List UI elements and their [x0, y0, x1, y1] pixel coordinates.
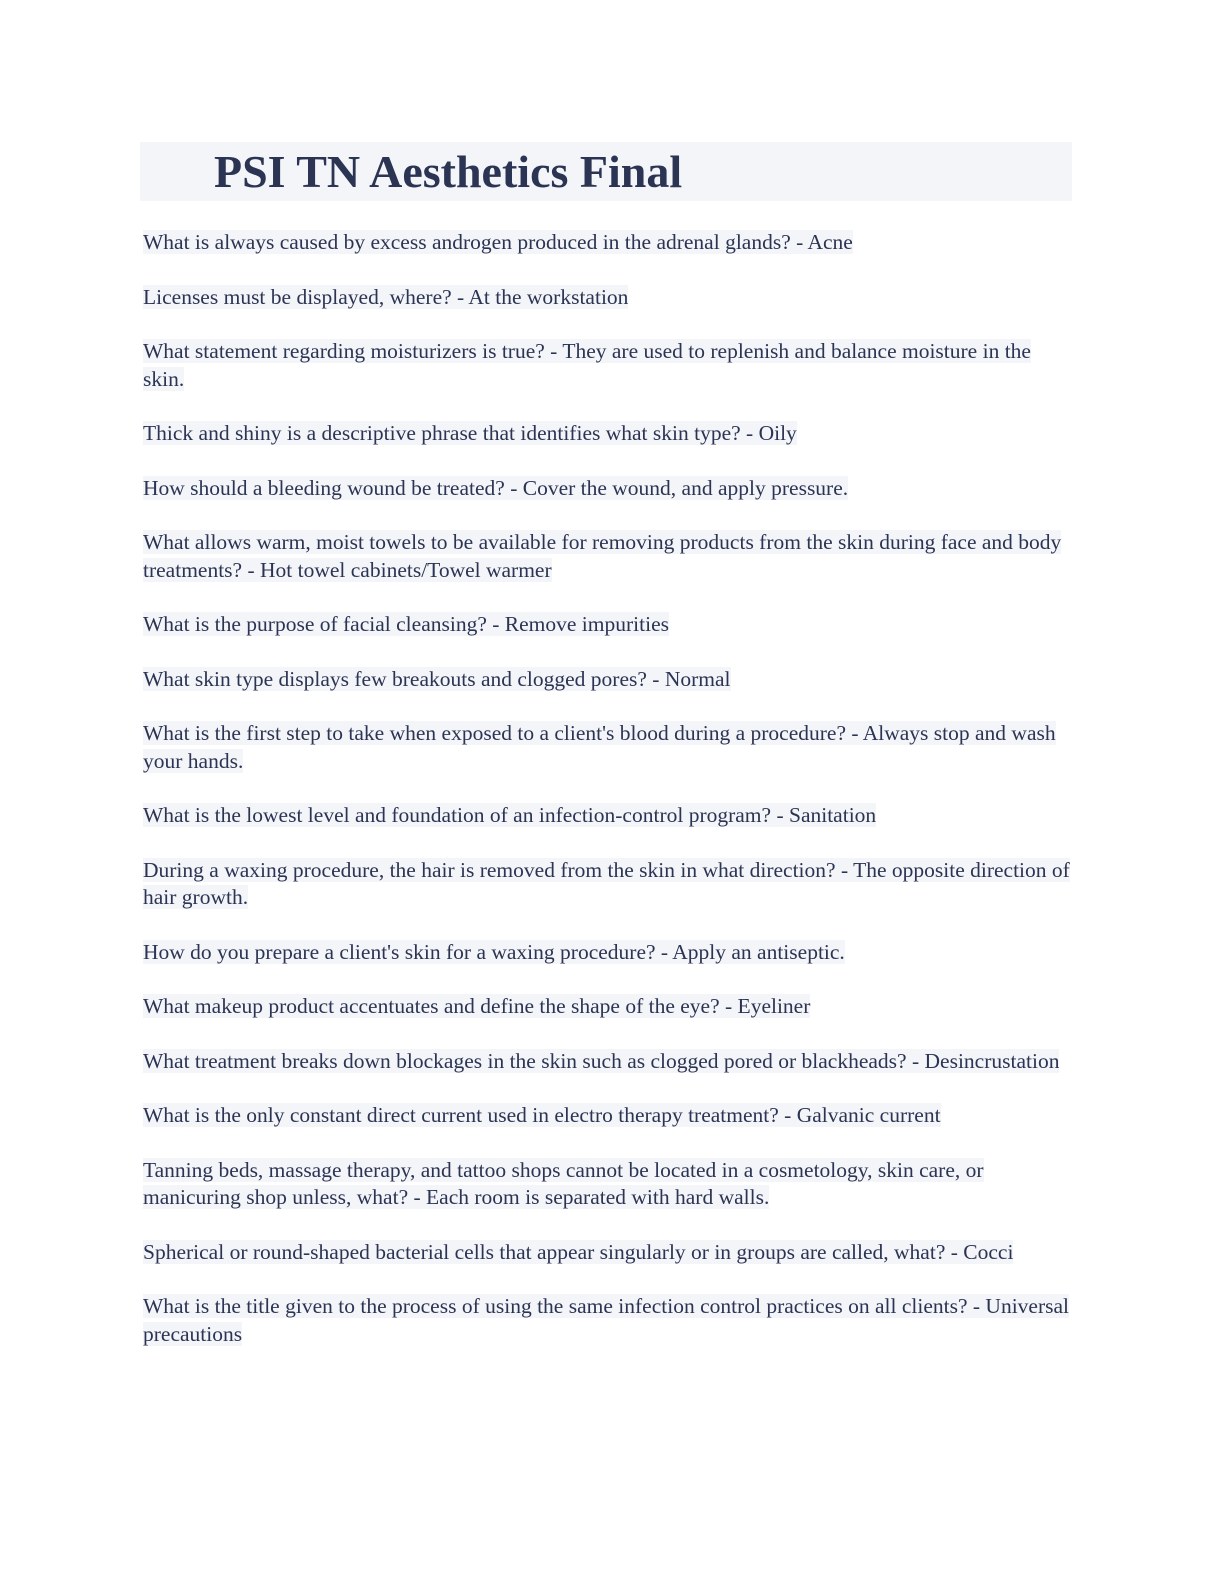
qa-item [140, 993, 1072, 1021]
qa-text: What skin type displays few breakouts and clogged pores? - Normal [143, 666, 731, 691]
qa-item [140, 1293, 1072, 1348]
qa-item [140, 857, 1072, 912]
qa-text: How should a bleeding wound be treated? - Cover the wound, and apply pressure. [143, 475, 849, 500]
qa-item [140, 1102, 1072, 1130]
qa-item [140, 529, 1072, 584]
qa-text: During a waxing procedure, the hair is removed from the skin in what direction? - The opposite direction of hair growth. [143, 857, 1070, 909]
qa-text: How do you prepare a client's skin for a waxing procedure? - Apply an antiseptic. [143, 939, 845, 964]
qa-text: What is always caused by excess androgen produced in the adrenal glands? - Acne [143, 230, 853, 254]
qa-text: Tanning beds, massage therapy, and tattoo shops cannot be located in a cosmetology, skin care, or manicuring shop unless, what? - Each room is separated with hard walls. [143, 1157, 984, 1209]
qa-text: What treatment breaks down blockages in the skin such as clogged pored or blackheads? - Desincrustation [143, 1048, 1060, 1073]
qa-item [140, 284, 1072, 312]
qa-item [140, 1239, 1072, 1267]
qa-item [140, 802, 1072, 830]
document-page [140, 142, 1072, 1348]
qa-text: What is the purpose of facial cleansing? - Remove impurities [143, 612, 669, 636]
qa-text: What is the title given to the process of using the same infection control practices on all clients? - Universal precautions [143, 1294, 1070, 1346]
qa-item [140, 666, 1072, 694]
qa-item [140, 475, 1072, 503]
qa-text: What makeup product accentuates and define the shape of the eye? - Eyeliner [143, 994, 811, 1018]
qa-text: Spherical or round-shaped bacterial cells that appear singularly or in groups are called, what? - Cocci [143, 1239, 1014, 1264]
qa-item [140, 338, 1072, 393]
qa-text: What is the first step to take when exposed to a client's blood during a procedure? - Always stop and wash your hands. [143, 721, 1056, 773]
qa-list [140, 229, 1072, 1348]
qa-item [140, 1157, 1072, 1212]
qa-item [140, 420, 1072, 448]
document-title: PSI TN Aesthetics Final [214, 146, 683, 197]
title-banner [140, 142, 1072, 201]
qa-text: What is the only constant direct current used in electro therapy treatment? - Galvanic current [143, 1103, 941, 1127]
qa-item [140, 720, 1072, 775]
qa-text: Licenses must be displayed, where? - At the workstation [143, 284, 629, 309]
qa-item [140, 1048, 1072, 1076]
qa-text: Thick and shiny is a descriptive phrase that identifies what skin type? - Oily [143, 421, 797, 445]
qa-text: What is the lowest level and foundation of an infection-control program? - Sanitation [143, 803, 877, 827]
qa-text: What statement regarding moisturizers is true? - They are used to replenish and balance moisture in the skin. [143, 339, 1031, 391]
qa-item [140, 229, 1072, 257]
qa-item [140, 611, 1072, 639]
qa-item [140, 939, 1072, 967]
qa-text: What allows warm, moist towels to be available for removing products from the skin during face and body treatments? - Hot towel cabinets/Towel warmer [143, 530, 1062, 582]
